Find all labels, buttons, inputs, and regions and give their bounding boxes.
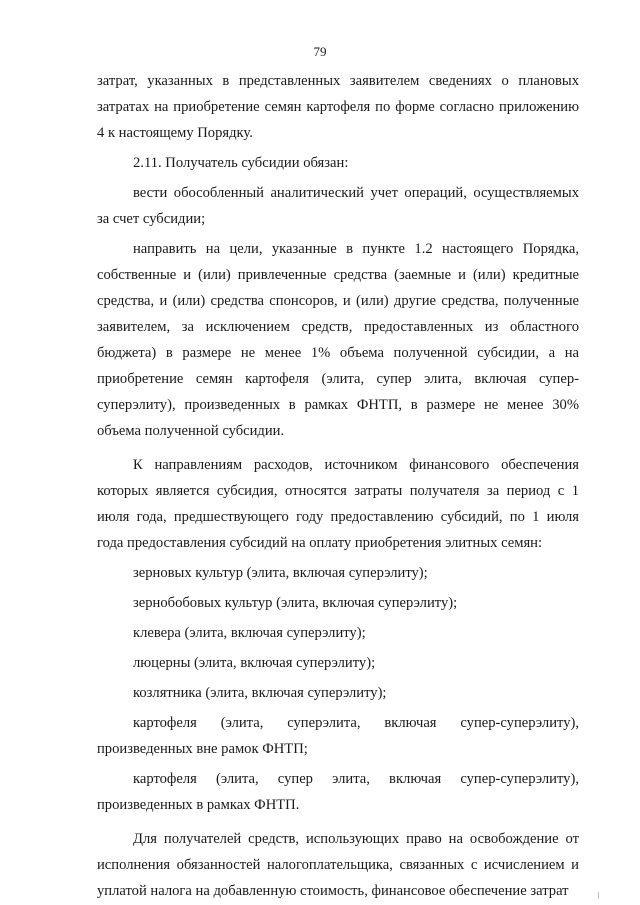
paragraph-expense-directions: К направлениям расходов, источником финансового обеспечения которых является субсидия, относятся затраты получателя за период с 1 июля года, предшествующего году предоставлению субсидий, по 1 июля года предоставления субсидий на оплату приобретения элитных семян: (97, 457, 579, 551)
list-item-galega: козлятника (элита, включая суперэлиту); (133, 685, 387, 701)
scan-edge-mark (598, 892, 599, 899)
list-item-clover: клевера (элита, включая суперэлиту); (133, 625, 366, 641)
list-item-grain: зерновых культур (элита, включая суперэлиту); (133, 565, 428, 581)
list-item-potato-fntp: картофеля (элита, супер элита, включая супер-суперэлиту), произведенных в рамках ФНТП. (97, 771, 579, 813)
list-item-alfalfa: люцерны (элита, включая суперэлиту); (133, 655, 376, 671)
paragraph-accounting: вести обособленный аналитический учет операций, осуществляемых за счет субсидии; (97, 185, 579, 227)
list-item-legumes: зернобобовых культур (элита, включая суперэлиту); (133, 595, 458, 611)
paragraph-vat-exempt: Для получателей средств, использующих право на освобождение от исполнения обязанностей налогоплательщика, связанных с исчислением и уплатой налога на добавленную стоимость, финансовое обеспечение затрат (97, 831, 579, 899)
list-item-potato-outside-fntp: картофеля (элита, суперэлита, включая супер-суперэлиту), произведенных вне рамок ФНТП; (97, 715, 579, 757)
paragraph-section-2-11: 2.11. Получатель субсидии обязан: (133, 155, 349, 171)
paragraph-cofinancing: направить на цели, указанные в пункте 1.2 настоящего Порядка, собственные и (или) привлеченные средства (заемные и (или) кредитные средства, и (или) средства спонсоров, и (или) другие средства, полученные заявителем, за исключением средств, предоставленных из областного бюджета) в размере не менее 1% объема полученной субсидии, а на приобретение семян картофеля (элита, супер элита, включая супер-суперэлиту), произведенных в рамках ФНТП, в размере не менее 30% объема полученной субсидии. (97, 241, 579, 439)
paragraph-continuation: затрат, указанных в представленных заявителем сведениях о плановых затратах на приобретение семян картофеля по форме согласно приложению 4 к настоящему Порядку. (97, 73, 579, 141)
document-body (97, 68, 579, 904)
page-number: 79 (313, 44, 327, 59)
